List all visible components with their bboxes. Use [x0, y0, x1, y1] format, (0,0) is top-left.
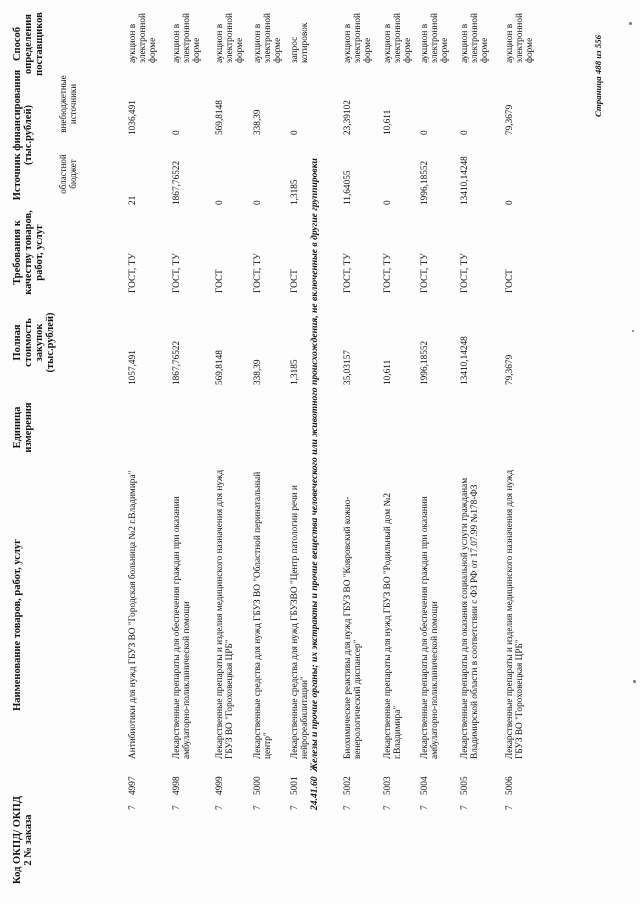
- cell-num: 5000: [253, 776, 263, 795]
- cell-req: ГОСТ, ТУ: [253, 253, 263, 293]
- cell-req: ГОСТ, ТУ: [343, 253, 353, 293]
- cell-method: аукцион в электронной форме: [460, 12, 491, 63]
- cell-req: ГОСТ: [290, 269, 300, 293]
- header-unit: Единица измерения: [12, 402, 34, 453]
- cell-code: 7: [253, 805, 263, 810]
- section-code: 24.41.60: [309, 776, 320, 810]
- cell-code: 7: [215, 805, 225, 810]
- cell-name: Лекарственные препараты и изделия медицинского назначения для нужд ГБУЗ ВО "Гороховецкая ЦРБ": [215, 469, 236, 759]
- cell-num: 4998: [172, 776, 182, 795]
- cell-cost: 79,3679: [505, 354, 515, 385]
- cell-ext: 23,39102: [343, 100, 353, 135]
- cell-ext: 569,8148: [215, 100, 225, 135]
- cell-num: 5003: [383, 776, 393, 795]
- cell-ext: 79,3679: [505, 104, 515, 135]
- cell-code: 7: [172, 805, 182, 810]
- cell-method: аукцион в электронной форме: [253, 12, 284, 63]
- cell-method: аукцион в электронной форме: [505, 12, 536, 63]
- cell-ext: 10,611: [383, 109, 393, 135]
- cell-req: ГОСТ: [505, 269, 515, 293]
- cell-num: 5004: [420, 776, 430, 795]
- cell-name: Лекарственные препараты для обеспечения граждан при оказании амбулаторно-поликлинической помощи: [172, 496, 193, 759]
- cell-req: ГОСТ, ТУ: [172, 253, 182, 293]
- cell-num: 4997: [128, 776, 138, 795]
- cell-method: аукцион в электронной форме: [128, 12, 159, 63]
- cell-req: ГОСТ, ТУ: [460, 253, 470, 293]
- cell-obl: 1996,18552: [420, 160, 430, 205]
- cell-obl: 0: [505, 200, 515, 205]
- cell-name: Антибиотики для нужд ГБУЗ ВО "Городская больница №2 г.Владимира": [128, 470, 138, 759]
- cell-cost: 1996,18552: [420, 340, 430, 385]
- cell-code: 7: [290, 805, 300, 810]
- header-cost: Полная стоимость закупок (тыс.рублей): [12, 312, 56, 373]
- cell-name: Биохимические реактивы для нужд ГБУЗ ВО "Ковровский кожно-венерологический диспансер": [343, 496, 364, 759]
- header-name: Наименование товаров, работ, услуг: [12, 539, 23, 711]
- cell-ext: 0: [172, 130, 182, 135]
- cell-code: 7: [343, 805, 353, 810]
- cell-obl: 1867,76522: [172, 160, 182, 205]
- cell-ext: 0: [460, 130, 470, 135]
- cell-obl: 13410,14248: [460, 156, 470, 205]
- cell-num: 5006: [505, 776, 515, 795]
- cell-code: 7: [505, 805, 515, 810]
- cell-cost: 1867,76522: [172, 340, 182, 385]
- cell-obl: 21: [128, 195, 138, 205]
- header-financing-extrabudget: внебюджетные источники: [58, 75, 78, 133]
- cell-obl: 0: [253, 200, 263, 205]
- cell-code: 7: [460, 805, 470, 810]
- cell-method: аукцион в электронной форме: [172, 12, 203, 63]
- cell-obl: 11,64055: [343, 170, 353, 205]
- cell-num: 5005: [460, 776, 470, 795]
- cell-num: 5002: [343, 776, 353, 795]
- cell-ext: 1036,491: [128, 100, 138, 135]
- cell-name: Лекарственные средства для нужд ГБУЗ ВО "Областной перинатальный центр": [253, 471, 274, 759]
- cell-ext: 0: [420, 130, 430, 135]
- cell-obl: 0: [215, 200, 225, 205]
- page-number: Страница 488 из 556: [593, 34, 603, 117]
- cell-ext: 338,39: [253, 109, 263, 135]
- cell-cost: 338,39: [253, 359, 263, 385]
- section-title: Железы и прочие органы; их экстракты и прочие вещества человеческого или животного происхождения, не включенные в другие группировки: [309, 158, 320, 772]
- cell-req: ГОСТ, ТУ: [128, 253, 138, 293]
- cell-method: аукцион в электронной форме: [420, 12, 451, 63]
- cell-name: Лекарственные препараты для обеспечения граждан при оказании амбулаторно-поликлинической помощи: [420, 496, 441, 759]
- cell-obl: 0: [383, 200, 393, 205]
- cell-code: 7: [420, 805, 430, 810]
- cell-cost: 1057,491: [128, 350, 138, 385]
- cell-method: аукцион в электронной форме: [343, 12, 374, 63]
- cell-cost: 1,3185: [290, 359, 300, 385]
- cell-name: Лекарственные препараты для оказания социальной услуги гражданам Владимирской области в соответствии с ФЗ РФ от 17.07.99 №178-ФЗ: [460, 477, 481, 759]
- cell-num: 4999: [215, 776, 225, 795]
- header-method: Способ определения поставщиков: [12, 12, 45, 76]
- cell-code: 7: [383, 805, 393, 810]
- cell-cost: 35,03157: [343, 350, 353, 385]
- section-heading: [310, 80, 321, 810]
- cell-method: аукцион в электронной форме: [383, 12, 414, 63]
- cell-code: 7: [128, 805, 138, 810]
- cell-obl: 1,3185: [290, 179, 300, 205]
- header-financing: Источник финансирования (тыс.рублей): [12, 69, 34, 201]
- cell-req: ГОСТ, ТУ: [383, 253, 393, 293]
- cell-cost: 569,8148: [215, 350, 225, 385]
- cell-cost: 13410,14248: [460, 336, 470, 385]
- cell-ext: 0: [290, 130, 300, 135]
- cell-req: ГОСТ: [215, 269, 225, 293]
- header-financing-regional: областной бюджет: [58, 154, 78, 194]
- cell-name: Лекарственные средства для нужд ГБУЗВО "Центр патологии речи и нейрореабилитации": [290, 485, 311, 759]
- cell-name: Лекарственные препараты для нужд ГБУЗ ВО "Родильный дом №2 г.Владимира": [383, 492, 404, 759]
- cell-cost: 10,611: [383, 359, 393, 385]
- cell-num: 5001: [290, 776, 300, 795]
- header-requirements: Требования к качеству товаров, работ, услуг: [12, 210, 45, 295]
- cell-req: ГОСТ, ТУ: [420, 253, 430, 293]
- cell-name: Лекарственные препараты и изделия медицинского назначения для нужд ГБУЗ ВО "Гороховецкая ЦРБ": [505, 469, 526, 759]
- cell-method: запрос котировок: [290, 22, 311, 63]
- cell-method: аукцион в электронной форме: [215, 12, 246, 63]
- header-code: Код ОКПД/ ОКПД 2 № заказа: [12, 796, 34, 884]
